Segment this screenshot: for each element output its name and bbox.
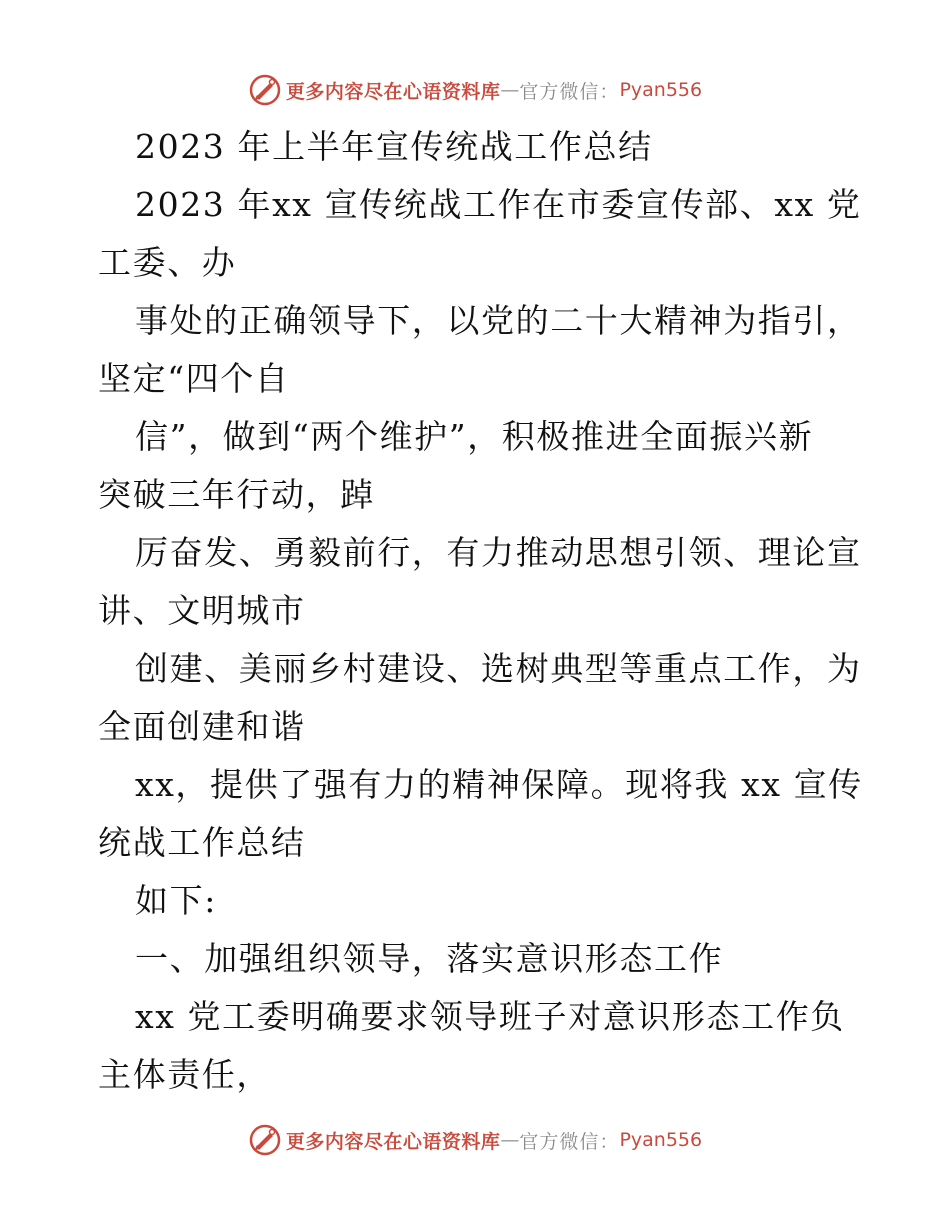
text-line: 事处的正确领导下，以党的二十大精神为指引， [135,301,862,340]
section-heading: 一、加强组织领导，落实意识形态工作 [135,939,724,978]
pen-logo-icon [248,1123,282,1157]
watermark-main-text: 更多内容尽在心语资料库 [285,1130,501,1153]
watermark-wechat-id: Pyan556 [619,1129,703,1151]
watermark-sub-text: 官方微信： [519,80,620,103]
text-line: 讲、文明城市 [98,591,306,630]
text-line: xx，提供了强有力的精神保障。现将我 xx 宣传 [135,765,863,804]
text-line: 厉奋发、勇毅前行，有力推动思想引领、理论宣 [135,533,862,572]
watermark-dash: — [500,79,520,101]
text-line: 工委、办 [98,243,237,282]
text-line: 主体责任， [98,1055,271,1094]
watermark-main-text: 更多内容尽在心语资料库 [285,80,501,103]
watermark-dash: — [500,1129,520,1151]
text-line: 如下: [135,881,217,920]
watermark-footer [0,1122,950,1158]
pen-logo-icon [248,73,282,107]
text-line: 统战工作总结 [98,823,306,862]
document-title: 2023 年上半年宣传统战工作总结 [135,127,653,166]
watermark-sub-text: 官方微信： [519,1130,620,1153]
text-line: 创建、美丽乡村建设、选树典型等重点工作，为 [135,649,862,688]
text-line: xx 党工委明确要求领导班子对意识形态工作负 [135,997,845,1036]
watermark-header [0,72,950,108]
text-line: 坚定“四个自 [98,359,290,398]
text-line: 突破三年行动，踔 [98,475,375,514]
text-line: 信”，做到“两个维护”，积极推进全面振兴新 [135,417,814,456]
text-line: 2023 年xx 宣传统战工作在市委宣传部、xx 党 [135,185,862,224]
text-line: 全面创建和谐 [98,707,306,746]
watermark-wechat-id: Pyan556 [619,79,703,101]
document-body [98,118,863,1104]
